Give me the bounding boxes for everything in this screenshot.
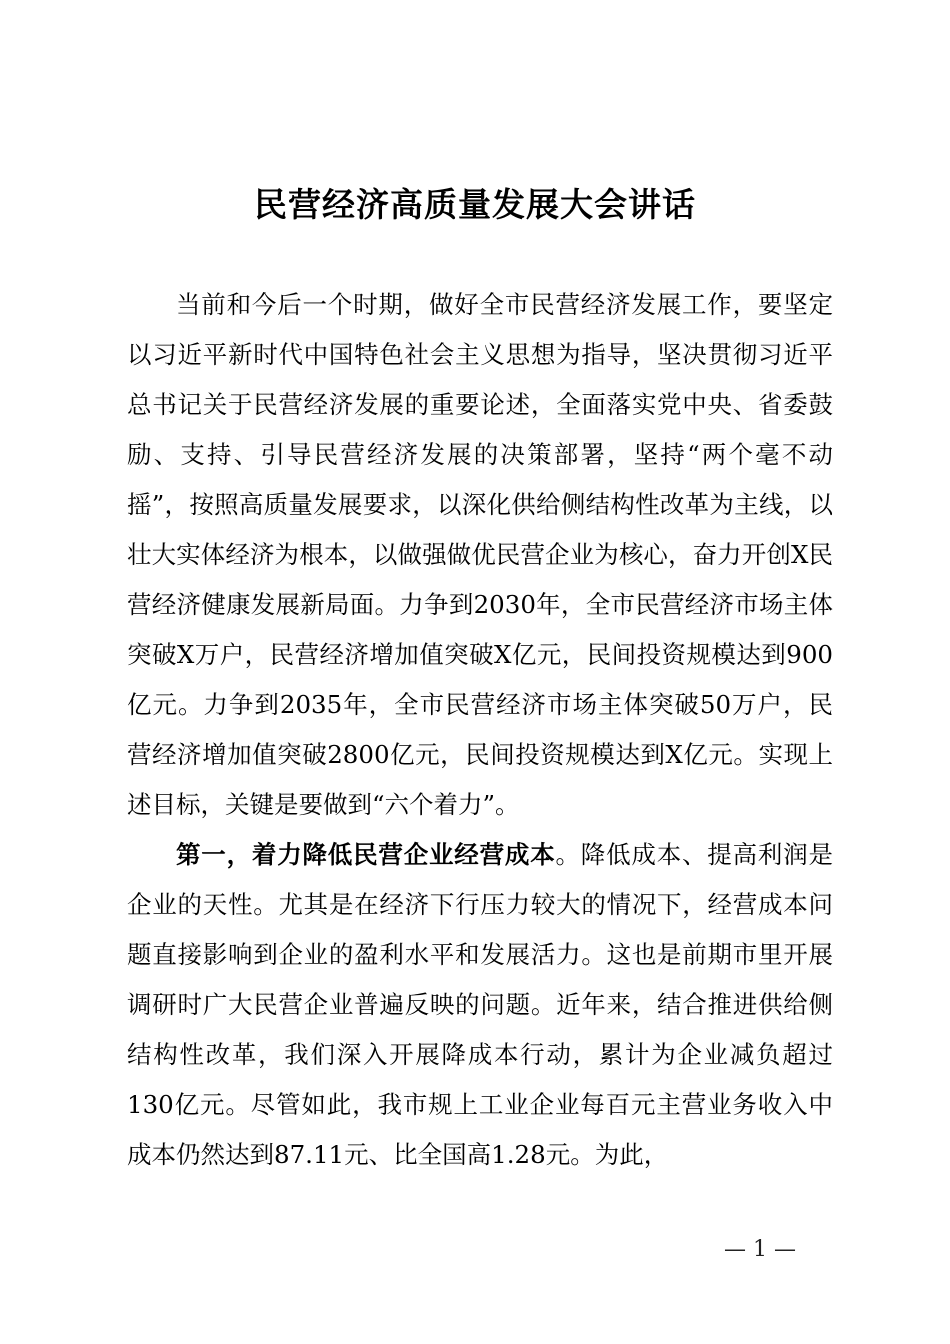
document-title: 民营经济高质量发展大会讲话 [254, 185, 696, 224]
page-number: — 1 — [724, 1237, 796, 1262]
paragraph-lead-heading: 第一，着力降低民营企业经营成本 [176, 840, 556, 869]
document-body [127, 280, 833, 1180]
paragraph-first-point [127, 830, 833, 1180]
paragraph-intro: 当前和今后一个时期，做好全市民营经济发展工作，要坚定以习近平新时代中国特色社会主义思想为指导，坚决贯彻习近平总书记关于民营经济发展的重要论述，全面落实党中央、省委鼓励、支持、引导民营经济发展的决策部署，坚持“两个毫不动摇”，按照高质量发展要求，以深化供给侧结构性改革为主线，以壮大实体经济为根本，以做强做优民营企业为核心，奋力开创X民营经济健康发展新局面。力争到2030年，全市民营经济市场主体突破X万户，民营经济增加值突破X亿元，民间投资规模达到900亿元。力争到2035年，全市民营经济市场主体突破50万户，民营经济增加值突破2800亿元，民间投资规模达到X亿元。实现上述目标，关键是要做到“六个着力”。 [127, 290, 833, 819]
paragraph-first-point-text: 。降低成本、提高利润是企业的天性。尤其是在经济下行压力较大的情况下，经营成本问题直接影响到企业的盈利水平和发展活力。这也是前期市里开展调研时广大民营企业普遍反映的问题。近年来，结合推进供给侧结构性改革，我们深入开展降成本行动，累计为企业减负超过130亿元。尽管如此，我市规上工业企业每百元主营业务收入中成本仍然达到87.11元、比全国高1.28元。为此， [127, 840, 833, 1169]
